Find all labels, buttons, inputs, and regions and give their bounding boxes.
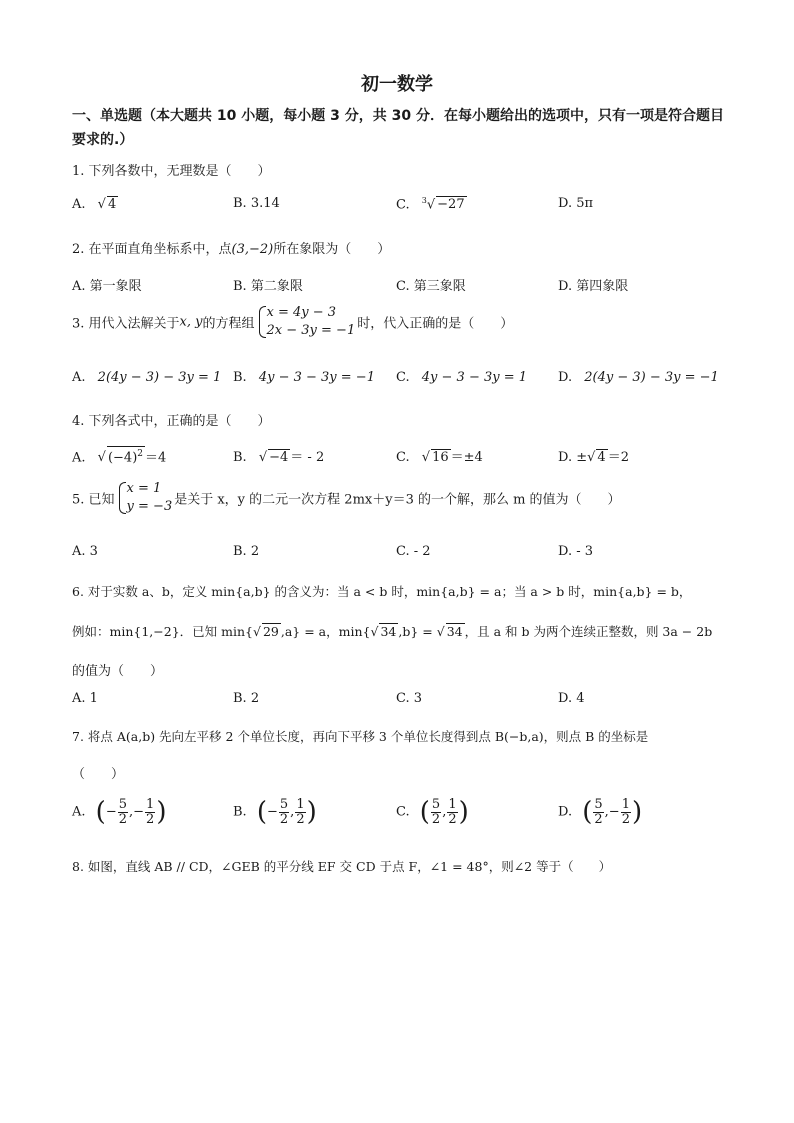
question-5-stem: 5. 已知 x = 1 y = −3 是关于 x，y 的二元一次方程 2mx＋y＝3 的一个解，那么 m 的值为（ ） <box>72 481 621 514</box>
q4-option-d[interactable]: D. ±√ 4 ＝2 <box>558 450 629 465</box>
q7-option-b[interactable]: B. (− $\frac{5}{2}$ , $\frac{1}{2}$ ) <box>233 796 317 827</box>
page-title: 初一数学 <box>361 74 433 95</box>
q7-option-a[interactable]: A. (− $\frac{5}{2}$ ,− $\frac{1}{2}$ ) <box>72 796 167 827</box>
q7-option-d[interactable]: D. ( $\frac{5}{2}$ ,− $\frac{1}{2}$ ) <box>558 796 643 827</box>
q1-option-c[interactable]: C. $^3$√ −27 <box>396 196 465 213</box>
q5-solution-system: x = 1 y = −3 <box>117 480 173 516</box>
q4-option-a[interactable]: A. √ $(-4)^2 =4$ <box>72 446 166 465</box>
q2-option-c[interactable]: C. 第三象限 <box>396 279 466 294</box>
q1-c-radicand: −27 <box>437 197 465 213</box>
q2-option-a[interactable]: A. 第一象限 <box>72 279 142 294</box>
q3-option-a[interactable]: A. 2(4y − 3) − 3y = 1 <box>72 370 222 385</box>
q3-equation-system: x = 4y − 3 2x − 3y = −1 <box>257 304 356 340</box>
q2-option-d[interactable]: D. 第四象限 <box>558 279 629 294</box>
section-heading: 一、单选题（本大题共 10 小题，每小题 3 分，共 30 分．在每小题给出的选项中，只有一项是符合题目要求的.） <box>72 108 724 148</box>
q2-option-b[interactable]: B. 第二象限 <box>233 279 303 294</box>
q5-option-c[interactable]: C. - 2 <box>396 544 431 559</box>
q5-option-b[interactable]: B. 2 <box>233 544 260 559</box>
q4-option-b[interactable]: B. √ −4 ＝ - 2 <box>233 450 325 465</box>
q1-a-radicand: 4 <box>107 197 117 212</box>
question-7-line-2: （ ） <box>72 767 125 782</box>
question-6-line-3: 的值为（ ） <box>72 664 164 679</box>
q1-option-a[interactable]: A. √ 4 <box>72 197 117 212</box>
q5-option-d[interactable]: D. - 3 <box>558 544 594 559</box>
q2-point: (3,−2) <box>231 242 274 257</box>
q3-option-b[interactable]: B. 4y − 3 − 3y = −1 <box>233 370 375 385</box>
question-4-stem: 4. 下列各式中，正确的是（ ） <box>72 414 271 429</box>
question-6-line-2: 例如：min{1,−2}．已知 min{√ 29 ,a} = a，min{√ 34 ,b} = √ 34 ，且 a 和 b 为两个连续正整数，则 3a − 2b <box>72 624 713 639</box>
q5-option-a[interactable]: A. 3 <box>72 544 98 559</box>
question-7-line-1: 7. 将点 A(a,b) 先向左平移 2 个单位长度，再向下平移 3 个单位长度得到点 B(−b,a)，则点 B 的坐标是 <box>72 729 649 744</box>
q6-option-d[interactable]: D. 4 <box>558 691 585 706</box>
question-6-line-1: 6. 对于实数 a、b，定义 min{a,b} 的含义为：当 a < b 时，min{a,b} = a；当 a > b 时，min{a,b} = b， <box>72 584 692 599</box>
question-8-stem: 8. 如图，直线 AB // CD，∠GEB 的平分线 EF 交 CD 于点 F，∠1 = 48°，则∠2 等于（ ） <box>72 859 612 874</box>
q6-option-b[interactable]: B. 2 <box>233 691 260 706</box>
question-2-stem: 2. 在平面直角坐标系中，点(3,−2)所在象限为（ ） <box>72 242 391 257</box>
q4-option-c[interactable]: C. √ 16 ＝±4 <box>396 450 483 465</box>
q1-option-b[interactable]: B. 3.14 <box>233 196 280 211</box>
question-3-stem: 3. 用代入法解关于x, y的方程组 x = 4y − 3 2x − 3y = −1 时，代入正确的是（ ） <box>72 305 514 338</box>
q6-option-c[interactable]: C. 3 <box>396 691 423 706</box>
q3-option-c[interactable]: C. 4y − 3 − 3y = 1 <box>396 370 528 385</box>
q1-option-d[interactable]: D. 5π <box>558 196 594 211</box>
q3-option-d[interactable]: D. 2(4y − 3) − 3y = −1 <box>558 370 719 385</box>
question-1-stem: 1. 下列各数中，无理数是（ ） <box>72 164 271 179</box>
q6-option-a[interactable]: A. 1 <box>72 691 98 706</box>
q7-option-c[interactable]: C. ( $\frac{5}{2}$ , $\frac{1}{2}$ ) <box>396 796 469 827</box>
